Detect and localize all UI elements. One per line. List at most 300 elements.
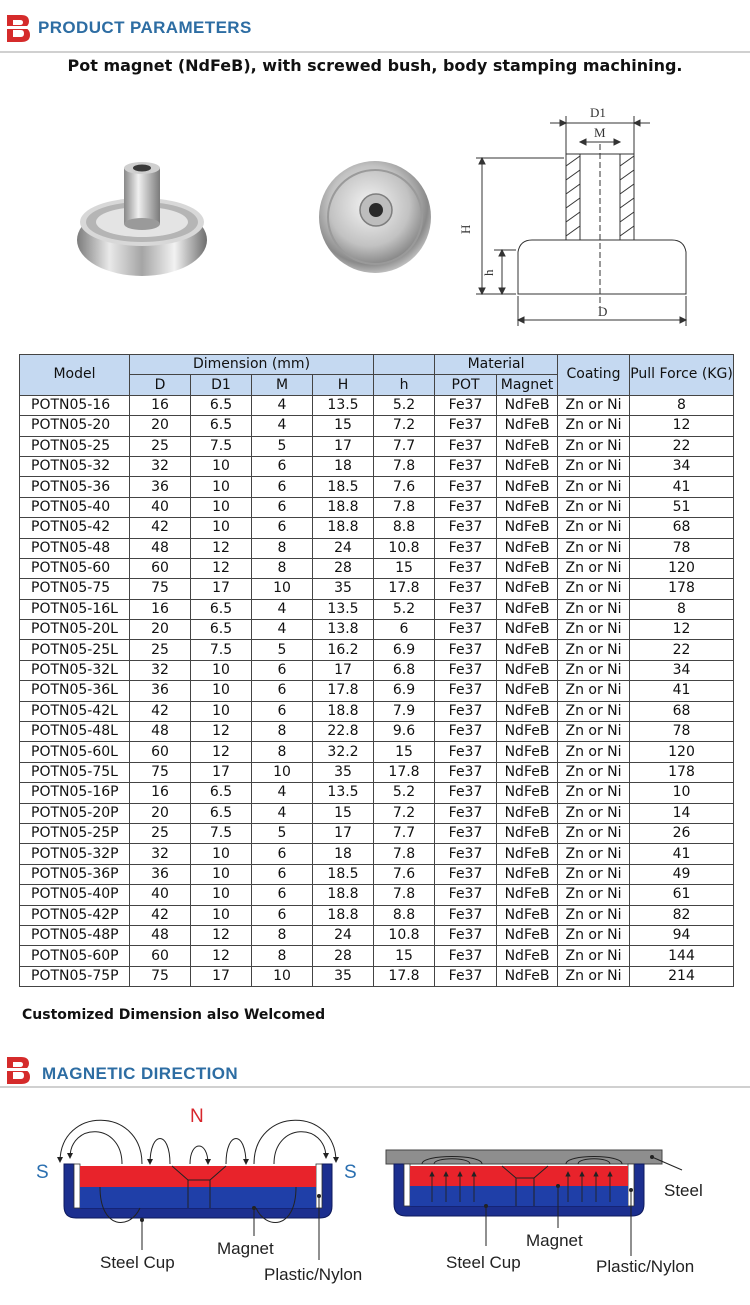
table-cell: Fe37 — [435, 803, 497, 823]
table-row — [20, 436, 734, 456]
table-cell: 6 — [252, 844, 313, 864]
table-cell: 10 — [252, 966, 313, 986]
pot-magnet-side-photo — [72, 156, 212, 280]
table-cell: Zn or Ni — [558, 762, 630, 782]
magnetic-direction-diagram-open — [30, 1100, 380, 1295]
table-cell: Zn or Ni — [558, 620, 630, 640]
table-cell: 32 — [130, 844, 191, 864]
table-cell: NdFeB — [497, 456, 558, 476]
table-cell: 48 — [130, 538, 191, 558]
table-cell: 8.8 — [374, 518, 435, 538]
table-cell: 12 — [191, 538, 252, 558]
table-cell: Zn or Ni — [558, 579, 630, 599]
table-cell: Fe37 — [435, 742, 497, 762]
table-cell: 41 — [630, 844, 734, 864]
table-row — [20, 885, 734, 905]
table-cell: 12 — [191, 722, 252, 742]
table-cell: Fe37 — [435, 538, 497, 558]
table-cell: POTN05-25 — [20, 436, 130, 456]
table-cell: 36 — [130, 864, 191, 884]
table-cell: Fe37 — [435, 762, 497, 782]
table-cell: Zn or Ni — [558, 681, 630, 701]
magnetic-direction-diagram-closed — [382, 1140, 722, 1290]
table-cell: 15 — [313, 416, 374, 436]
section-header-product-parameters — [0, 10, 750, 48]
table-cell: 7.2 — [374, 803, 435, 823]
table-cell: POTN05-20L — [20, 620, 130, 640]
table-cell: NdFeB — [497, 436, 558, 456]
magnet-south-half — [80, 1187, 316, 1208]
table-cell: NdFeB — [497, 477, 558, 497]
table-cell: 18 — [313, 456, 374, 476]
table-cell: Fe37 — [435, 660, 497, 680]
product-subtitle: Pot magnet (NdFeB), with screwed bush, body stamping machining. — [67, 56, 683, 75]
table-cell: 7.2 — [374, 416, 435, 436]
table-cell: POTN05-32P — [20, 844, 130, 864]
table-cell: 6.9 — [374, 681, 435, 701]
table-row — [20, 762, 734, 782]
table-row — [20, 579, 734, 599]
table-cell: 4 — [252, 395, 313, 415]
table-cell: 32 — [130, 660, 191, 680]
table-cell: 6.5 — [191, 416, 252, 436]
table-cell: 6.5 — [191, 620, 252, 640]
table-cell: 15 — [374, 558, 435, 578]
table-cell: 12 — [191, 925, 252, 945]
table-cell: NdFeB — [497, 722, 558, 742]
table-cell: 6.9 — [374, 640, 435, 660]
table-cell: Zn or Ni — [558, 660, 630, 680]
table-cell: POTN05-60 — [20, 558, 130, 578]
table-cell: 68 — [630, 518, 734, 538]
pot-magnet-top-photo — [316, 158, 434, 276]
table-cell: POTN05-75 — [20, 579, 130, 599]
table-row — [20, 864, 734, 884]
table-cell: 17.8 — [374, 762, 435, 782]
table-cell: Zn or Ni — [558, 599, 630, 619]
table-cell: 40 — [130, 497, 191, 517]
table-cell: Fe37 — [435, 925, 497, 945]
table-cell: Fe37 — [435, 456, 497, 476]
table-cell: 214 — [630, 966, 734, 986]
table-cell: 10 — [191, 681, 252, 701]
table-cell: Zn or Ni — [558, 722, 630, 742]
b-logo-icon — [4, 13, 32, 43]
table-cell: 10 — [191, 497, 252, 517]
table-row — [20, 599, 734, 619]
table-cell: 17 — [313, 660, 374, 680]
drawing-label-d: D — [598, 304, 608, 319]
table-row — [20, 823, 734, 843]
table-cell: Fe37 — [435, 579, 497, 599]
table-cell: 78 — [630, 722, 734, 742]
steel-label: Steel — [664, 1181, 703, 1200]
table-cell: NdFeB — [497, 844, 558, 864]
table-cell: 35 — [313, 762, 374, 782]
table-row — [20, 660, 734, 680]
table-cell: NdFeB — [497, 966, 558, 986]
table-cell: 6 — [252, 497, 313, 517]
table-cell: POTN05-60P — [20, 946, 130, 966]
header-col-h-upper: H — [313, 375, 374, 395]
table-cell: 144 — [630, 946, 734, 966]
table-row — [20, 681, 734, 701]
table-cell: 41 — [630, 681, 734, 701]
table-row — [20, 456, 734, 476]
table-row — [20, 477, 734, 497]
table-cell: NdFeB — [497, 620, 558, 640]
table-cell: 7.8 — [374, 456, 435, 476]
table-cell: POTN05-16P — [20, 783, 130, 803]
table-cell: Fe37 — [435, 681, 497, 701]
table-cell: POTN05-36P — [20, 864, 130, 884]
table-cell: 10 — [630, 783, 734, 803]
table-cell: NdFeB — [497, 599, 558, 619]
table-cell: 7.8 — [374, 885, 435, 905]
table-cell: 8.8 — [374, 905, 435, 925]
header-col-magnet: Magnet — [497, 375, 558, 395]
header-col-m: M — [252, 375, 313, 395]
table-cell: POTN05-75P — [20, 966, 130, 986]
table-cell: POTN05-36L — [20, 681, 130, 701]
table-cell: Fe37 — [435, 436, 497, 456]
table-cell: 13.5 — [313, 599, 374, 619]
table-cell: NdFeB — [497, 823, 558, 843]
table-cell: POTN05-36 — [20, 477, 130, 497]
table-cell: 10 — [191, 701, 252, 721]
table-cell: 12 — [191, 742, 252, 762]
table-cell: 25 — [130, 436, 191, 456]
table-cell: Zn or Ni — [558, 538, 630, 558]
table-cell: 8 — [252, 538, 313, 558]
south-pole-label-left: S — [36, 1162, 49, 1183]
table-cell: 10 — [191, 905, 252, 925]
table-row — [20, 966, 734, 986]
table-cell: 20 — [130, 620, 191, 640]
table-cell: Zn or Ni — [558, 518, 630, 538]
table-cell: 41 — [630, 477, 734, 497]
table-cell: 16.2 — [313, 640, 374, 660]
table-cell: 25 — [130, 823, 191, 843]
table-cell: 10.8 — [374, 925, 435, 945]
table-cell: 4 — [252, 620, 313, 640]
table-cell: 35 — [313, 579, 374, 599]
section-title: MAGNETIC DIRECTION — [42, 1064, 239, 1083]
table-cell: Zn or Ni — [558, 477, 630, 497]
table-cell: POTN05-20P — [20, 803, 130, 823]
table-cell: 8 — [252, 742, 313, 762]
table-cell: 10 — [191, 864, 252, 884]
table-cell: 42 — [130, 518, 191, 538]
table-cell: Fe37 — [435, 477, 497, 497]
table-cell: 28 — [313, 946, 374, 966]
table-cell: 7.7 — [374, 436, 435, 456]
table-cell: 4 — [252, 783, 313, 803]
table-cell: 18.5 — [313, 477, 374, 497]
table-cell: 7.9 — [374, 701, 435, 721]
drawing-label-m: M — [594, 125, 606, 140]
table-cell: 4 — [252, 416, 313, 436]
product-parameters-table — [19, 354, 734, 987]
section-divider — [0, 1086, 750, 1088]
north-pole-label: N — [190, 1106, 204, 1127]
table-cell: 178 — [630, 762, 734, 782]
table-cell: 17 — [191, 966, 252, 986]
drawing-label-h-lower: h — [481, 269, 496, 276]
table-cell: POTN05-32L — [20, 660, 130, 680]
table-cell: 10 — [252, 579, 313, 599]
table-cell: 6 — [252, 701, 313, 721]
table-cell: 13.5 — [313, 395, 374, 415]
table-cell: Fe37 — [435, 844, 497, 864]
table-cell: Fe37 — [435, 722, 497, 742]
table-cell: 10 — [191, 660, 252, 680]
table-row — [20, 783, 734, 803]
table-cell: 6 — [252, 456, 313, 476]
table-cell: Zn or Ni — [558, 966, 630, 986]
table-cell: 12 — [191, 946, 252, 966]
table-cell: 40 — [130, 885, 191, 905]
table-cell: 34 — [630, 660, 734, 680]
table-cell: 18.8 — [313, 885, 374, 905]
table-cell: 6.5 — [191, 783, 252, 803]
table-cell: 7.8 — [374, 844, 435, 864]
table-cell: 82 — [630, 905, 734, 925]
table-row — [20, 803, 734, 823]
table-row — [20, 395, 734, 415]
table-cell: NdFeB — [497, 558, 558, 578]
table-row — [20, 925, 734, 945]
plastic-nylon-label: Plastic/Nylon — [596, 1257, 695, 1276]
table-cell: 42 — [130, 701, 191, 721]
table-cell: POTN05-42P — [20, 905, 130, 925]
table-cell: 17.8 — [313, 681, 374, 701]
table-cell: 61 — [630, 885, 734, 905]
table-cell: 16 — [130, 599, 191, 619]
table-cell: Zn or Ni — [558, 844, 630, 864]
table-cell: NdFeB — [497, 395, 558, 415]
table-cell: 5 — [252, 436, 313, 456]
table-cell: NdFeB — [497, 640, 558, 660]
table-cell: 7.6 — [374, 477, 435, 497]
table-cell: POTN05-40P — [20, 885, 130, 905]
table-cell: 120 — [630, 558, 734, 578]
table-row — [20, 558, 734, 578]
table-cell: 18 — [313, 844, 374, 864]
table-cell: POTN05-40 — [20, 497, 130, 517]
magnet-label: Magnet — [526, 1231, 583, 1250]
table-cell: 6 — [252, 885, 313, 905]
table-cell: 75 — [130, 966, 191, 986]
table-cell: 5 — [252, 640, 313, 660]
table-cell: 24 — [313, 925, 374, 945]
table-cell: 6 — [252, 477, 313, 497]
table-cell: 6 — [252, 518, 313, 538]
table-cell: Zn or Ni — [558, 864, 630, 884]
table-cell: 12 — [630, 620, 734, 640]
table-cell: NdFeB — [497, 681, 558, 701]
table-cell: 4 — [252, 599, 313, 619]
table-cell: Zn or Ni — [558, 803, 630, 823]
table-cell: 78 — [630, 538, 734, 558]
table-cell: NdFeB — [497, 783, 558, 803]
header-col-h-lower: h — [374, 375, 435, 395]
table-row — [20, 640, 734, 660]
table-cell: NdFeB — [497, 701, 558, 721]
table-cell: 18.8 — [313, 701, 374, 721]
table-cell: 32.2 — [313, 742, 374, 762]
table-cell: POTN05-48L — [20, 722, 130, 742]
header-col-d: D — [130, 375, 191, 395]
table-cell: Zn or Ni — [558, 885, 630, 905]
table-row — [20, 905, 734, 925]
table-cell: 17 — [313, 823, 374, 843]
table-cell: Zn or Ni — [558, 783, 630, 803]
table-cell: Zn or Ni — [558, 905, 630, 925]
table-cell: Zn or Ni — [558, 456, 630, 476]
table-cell: Zn or Ni — [558, 497, 630, 517]
steel-cup-label: Steel Cup — [100, 1253, 175, 1272]
table-cell: 10 — [191, 844, 252, 864]
table-cell: 26 — [630, 823, 734, 843]
header-coating: Coating — [558, 355, 630, 396]
table-cell: Fe37 — [435, 864, 497, 884]
table-cell: NdFeB — [497, 762, 558, 782]
table-cell: 6 — [374, 620, 435, 640]
table-cell: POTN05-75L — [20, 762, 130, 782]
table-cell: 120 — [630, 742, 734, 762]
table-cell: 178 — [630, 579, 734, 599]
table-cell: 9.6 — [374, 722, 435, 742]
table-cell: 6 — [252, 905, 313, 925]
table-cell: 7.8 — [374, 497, 435, 517]
table-cell: Fe37 — [435, 905, 497, 925]
table-cell: 60 — [130, 558, 191, 578]
drawing-label-d1: D1 — [590, 105, 606, 120]
table-cell: POTN05-42 — [20, 518, 130, 538]
table-row — [20, 620, 734, 640]
table-cell: 15 — [374, 946, 435, 966]
table-cell: 22.8 — [313, 722, 374, 742]
table-cell: Zn or Ni — [558, 436, 630, 456]
steel-cup-label: Steel Cup — [446, 1253, 521, 1272]
table-cell: 4 — [252, 803, 313, 823]
table-cell: Fe37 — [435, 946, 497, 966]
table-cell: 8 — [252, 558, 313, 578]
table-cell: 17 — [191, 762, 252, 782]
table-cell: 68 — [630, 701, 734, 721]
table-cell: Fe37 — [435, 558, 497, 578]
magnet-north-half — [80, 1166, 316, 1187]
plastic-liner-left — [404, 1164, 410, 1206]
table-row — [20, 742, 734, 762]
table-cell: NdFeB — [497, 579, 558, 599]
plastic-liner-left — [74, 1164, 80, 1208]
table-cell: 17.8 — [374, 579, 435, 599]
table-cell: 49 — [630, 864, 734, 884]
table-cell: NdFeB — [497, 864, 558, 884]
plastic-nylon-label: Plastic/Nylon — [264, 1265, 363, 1284]
table-cell: POTN05-20 — [20, 416, 130, 436]
table-cell: 12 — [191, 558, 252, 578]
table-cell: Fe37 — [435, 599, 497, 619]
table-cell: 7.6 — [374, 864, 435, 884]
table-row — [20, 946, 734, 966]
table-cell: 32 — [130, 456, 191, 476]
table-cell: 94 — [630, 925, 734, 945]
header-col-d1: D1 — [191, 375, 252, 395]
magnet-north-half — [410, 1166, 628, 1186]
table-cell: 20 — [130, 803, 191, 823]
table-cell: Zn or Ni — [558, 823, 630, 843]
table-cell: Fe37 — [435, 620, 497, 640]
table-cell: 14 — [630, 803, 734, 823]
table-cell: 20 — [130, 416, 191, 436]
header-material-group: Material — [435, 355, 558, 375]
header-col-pot: POT — [435, 375, 497, 395]
section-title: PRODUCT PARAMETERS — [38, 18, 252, 37]
table-cell: Zn or Ni — [558, 416, 630, 436]
table-row — [20, 722, 734, 742]
table-cell: 8 — [252, 925, 313, 945]
table-cell: 13.8 — [313, 620, 374, 640]
table-cell: POTN05-25L — [20, 640, 130, 660]
table-cell: 6 — [252, 864, 313, 884]
table-cell: 6.5 — [191, 395, 252, 415]
table-cell: 13.5 — [313, 783, 374, 803]
pot-magnet-technical-drawing — [458, 104, 696, 330]
table-cell: 18.8 — [313, 497, 374, 517]
table-cell: Fe37 — [435, 885, 497, 905]
table-cell: NdFeB — [497, 905, 558, 925]
table-cell: 36 — [130, 681, 191, 701]
table-cell: Zn or Ni — [558, 946, 630, 966]
table-cell: POTN05-16 — [20, 395, 130, 415]
table-row — [20, 497, 734, 517]
table-cell: NdFeB — [497, 518, 558, 538]
table-row — [20, 538, 734, 558]
table-cell: 48 — [130, 722, 191, 742]
table-cell: 75 — [130, 762, 191, 782]
table-cell: 18.8 — [313, 518, 374, 538]
table-cell: 8 — [252, 946, 313, 966]
table-cell: Fe37 — [435, 823, 497, 843]
table-cell: 7.5 — [191, 640, 252, 660]
table-cell: 6.5 — [191, 599, 252, 619]
table-cell: Zn or Ni — [558, 701, 630, 721]
table-cell: Fe37 — [435, 966, 497, 986]
table-cell: 15 — [313, 803, 374, 823]
table-cell: POTN05-32 — [20, 456, 130, 476]
table-cell: 10 — [191, 456, 252, 476]
section-header-magnetic-direction — [0, 1052, 750, 1090]
table-cell: 10.8 — [374, 538, 435, 558]
table-cell: 7.7 — [374, 823, 435, 843]
table-cell: Fe37 — [435, 497, 497, 517]
table-cell: POTN05-60L — [20, 742, 130, 762]
table-cell: 22 — [630, 640, 734, 660]
table-cell: 34 — [630, 456, 734, 476]
table-cell: 15 — [374, 742, 435, 762]
table-cell: 8 — [252, 722, 313, 742]
table-cell: NdFeB — [497, 742, 558, 762]
table-cell: Fe37 — [435, 518, 497, 538]
table-cell: 8 — [630, 395, 734, 415]
table-cell: 16 — [130, 395, 191, 415]
table-cell: NdFeB — [497, 538, 558, 558]
table-row — [20, 416, 734, 436]
table-cell: 17 — [191, 579, 252, 599]
